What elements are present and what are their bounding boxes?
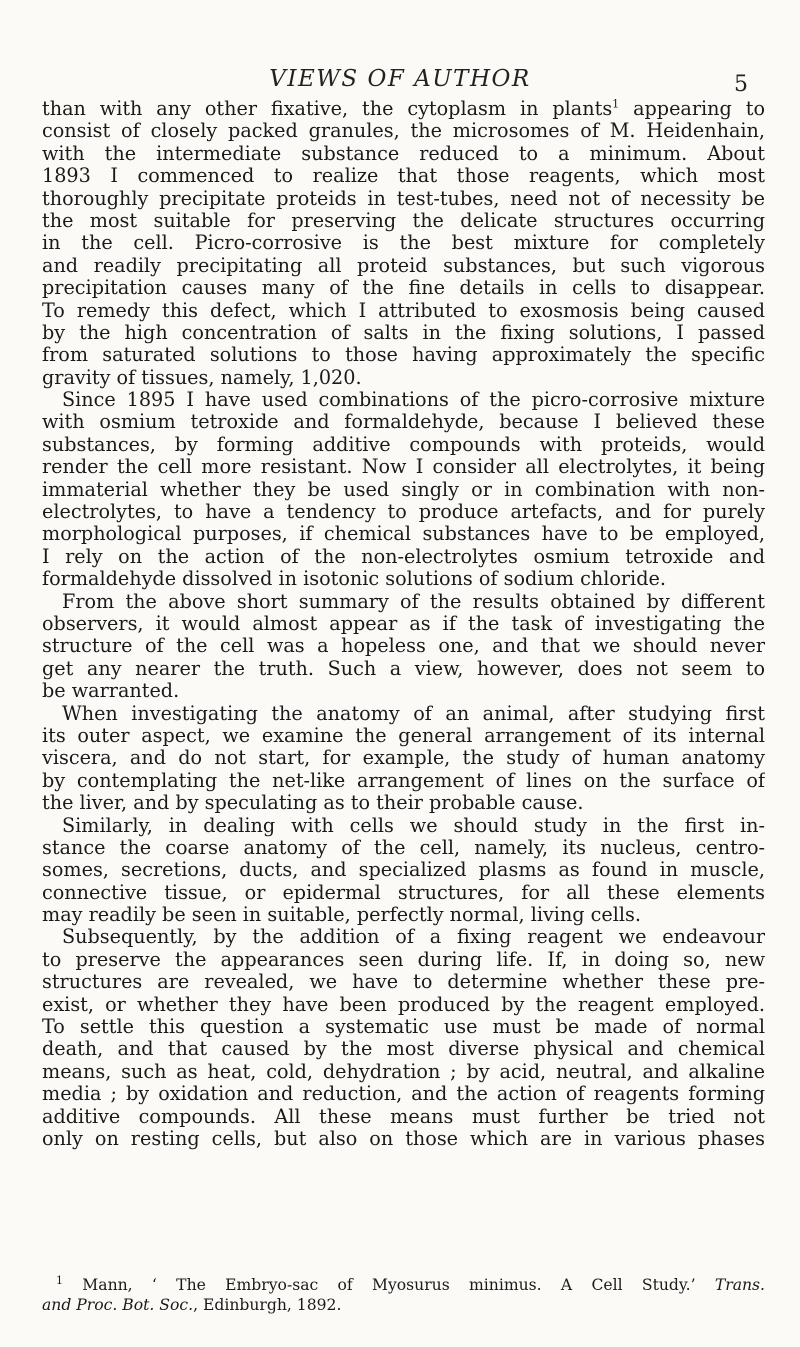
footnote-line: $^1$ Mann, ‘ The Embryo-sac of Myosurus minimus. A Cell Study.’ Trans. — [56, 1273, 765, 1294]
text-line: render the cell more resistant. Now I consider all electrolytes, it being — [42, 456, 765, 479]
footnote-reference[interactable]: 1 — [612, 98, 620, 111]
text-line: Subsequently, by the addition of a fixing reagent we endeavour — [62, 926, 765, 949]
text-line: the liver, and by speculating as to their probable cause. — [42, 792, 584, 815]
text-line: death, and that caused by the most diverse physical and chemical — [42, 1038, 765, 1061]
text-line: and readily precipitating all proteid substances, but such vigorous — [42, 254, 765, 277]
text-line: the most suitable for preserving the delicate structures occurring — [42, 209, 765, 232]
text-line: in the cell. Picro-corrosive is the best mixture for completely — [42, 232, 765, 255]
text-line: thoroughly precipitate proteids in test-tubes, need not of necessity be — [42, 187, 765, 210]
text-line: from saturated solutions to those having approximately the specific — [42, 344, 765, 367]
text-line: be warranted. — [42, 680, 180, 703]
text-line: exist, or whether they have been produced by the reagent employed. — [42, 993, 765, 1016]
text-line: observers, it would almost appear as if the task of investigating the — [42, 612, 765, 635]
footnote-marker: 1 — [56, 1273, 63, 1287]
page-header — [0, 66, 800, 96]
text-line: To remedy this defect, which I attributed to exosmosis being caused — [42, 299, 765, 322]
text-line: I rely on the action of the non-electrolytes osmium tetroxide and — [42, 545, 765, 568]
text-line: than with any other fixative, the cytoplasm in plants$^1$ appearing to — [42, 98, 765, 120]
text-line: viscera, and do not start, for example, the study of human anatomy — [42, 747, 765, 770]
text-line: to preserve the appearances seen during life. If, in doing so, new — [42, 948, 765, 971]
page-number: 5 — [734, 72, 748, 97]
text-line: with the intermediate substance reduced to a minimum. About — [42, 142, 765, 165]
text-line: formaldehyde dissolved in isotonic solutions of sodium chloride. — [42, 568, 666, 591]
text-line: stance the coarse anatomy of the cell, namely, its nucleus, centro- — [42, 836, 765, 859]
text-line: with osmium tetroxide and formaldehyde, because I believed these — [42, 411, 765, 434]
text-line: structures are revealed, we have to determine whether these pre- — [42, 971, 765, 994]
text-line: consist of closely packed granules, the microsomes of M. Heidenhain, — [42, 120, 765, 143]
text-line: additive compounds. All these means must further be tried not — [42, 1105, 765, 1128]
text-line: To settle this question a systematic use must be made of normal — [42, 1016, 765, 1039]
footnote-line: and Proc. Bot. Soc., Edinburgh, 1892. — [42, 1296, 342, 1314]
text-line: 1893 I commenced to realize that those reagents, which most — [42, 165, 765, 188]
text-line: Similarly, in dealing with cells we should study in the first in- — [62, 814, 765, 837]
text-line: morphological purposes, if chemical substances have to be employed, — [42, 523, 765, 546]
text-line: somes, secretions, ducts, and specialized plasms as found in muscle, — [42, 859, 765, 882]
footnote — [42, 1275, 765, 1315]
text-line: media ; by oxidation and reduction, and the action of reagents forming — [42, 1083, 765, 1106]
text-line: From the above short summary of the results obtained by different — [62, 590, 765, 613]
text-line: When investigating the anatomy of an animal, after studying first — [62, 702, 765, 725]
text-line: electrolytes, to have a tendency to produce artefacts, and for purely — [42, 501, 765, 524]
text-line: its outer aspect, we examine the general arrangement of its internal — [42, 724, 765, 747]
text-line: by contemplating the net-like arrangement of lines on the surface of — [42, 769, 765, 792]
running-head: VIEWS OF AUTHOR — [269, 66, 531, 92]
text-line: precipitation causes many of the fine details in cells to disappear. — [42, 277, 765, 300]
text-line: may readily be seen in suitable, perfectly normal, living cells. — [42, 904, 642, 927]
text-line: by the high concentration of salts in the fixing solutions, I passed — [42, 321, 765, 344]
text-line: get any nearer the truth. Such a view, however, does not seem to — [42, 657, 765, 680]
body-text — [42, 98, 765, 1150]
text-line: immaterial whether they be used singly or in combination with non- — [42, 478, 765, 501]
text-line: gravity of tissues, namely, 1,020. — [42, 366, 362, 389]
text-line: means, such as heat, cold, dehydration ; by acid, neutral, and alkaline — [42, 1060, 765, 1083]
text-line: structure of the cell was a hopeless one, and that we should never — [42, 635, 765, 658]
text-line: substances, by forming additive compounds with proteids, would — [42, 433, 765, 456]
text-line: Since 1895 I have used combinations of the picro-corrosive mixture — [62, 389, 765, 412]
text-line: only on resting cells, but also on those which are in various phases — [42, 1127, 765, 1150]
text-line: connective tissue, or epidermal structures, for all these elements — [42, 881, 765, 904]
